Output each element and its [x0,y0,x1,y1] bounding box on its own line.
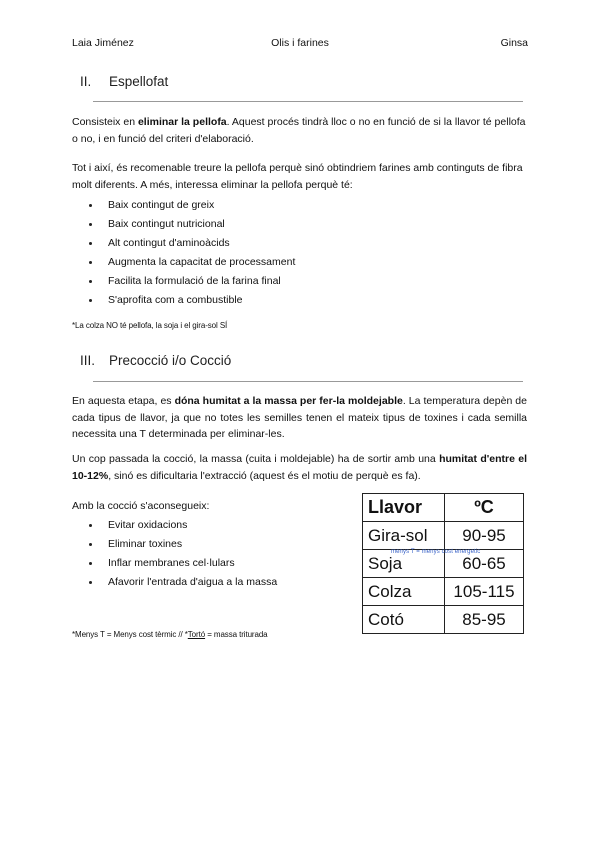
section-3-number: III. [80,353,96,368]
list-item-text: Afavorir l'entrada d'aigua a la massa [108,576,278,588]
underlined-text: Tortó [187,630,206,639]
bullet-icon [89,543,92,546]
text-run: *Menys T = Menys cost tèrmic // * [72,630,188,639]
section-3-heading [80,353,231,368]
page-header [72,37,528,51]
section-2-paragraph-1 [72,114,527,147]
table-cell: 105-115 [445,578,524,606]
text-run: . La temperatura depèn de cada tipus de llavor, ja que no totes les semilles tenen el mateix tipus de toxines i cada semilla necessita una T determinada per eliminar-les. [72,395,527,440]
section-2-paragraph-2: Tot i així, és recomenable treure la pellofa perquè sinó obtindriem farines amb continguts de fibra molt diferents. A més, interessa eliminar la pellofa perquè té: [72,162,523,191]
list-item-text: Augmenta la capacitat de processament [108,256,296,268]
list-item [72,254,295,273]
bold-text: eliminar la pellofa [137,116,227,128]
section-3-bullet-list [72,517,277,593]
bullet-icon [89,223,92,226]
table-row [363,606,524,634]
section-2-note: *La colza NO té pellofa, la soja i el gira-sol SÍ [72,321,228,330]
table-cell: 90-95 [445,522,524,550]
table-row [363,522,524,550]
section-2-number: II. [80,74,92,89]
text-run: , sinó es dificultaria l'extracció (aquest és el motiu de perquè es fa). [108,469,421,482]
bullet-icon [89,581,92,584]
header-author: Laia Jiménez [72,37,134,49]
table-cell: 85-95 [445,606,524,634]
list-item [72,197,295,216]
bullet-icon [89,524,92,527]
list-item [72,273,295,292]
text-run: . Aquest procés tindrà lloc o no en funció de si la llavor té pellofa o no, i en funció del criteri d'elaboració. [72,116,526,145]
table-cell: Soja [363,550,445,578]
column-header-llavor: Llavor [363,494,445,522]
table-header-row [363,494,524,522]
section-3-paragraph-1 [72,393,527,443]
table-cell: Cotó [363,606,445,634]
section-2-heading [80,74,168,89]
text-run: En aquesta etapa, es [72,395,175,407]
list-item-text: Facilita la formulació de la farina final [108,275,281,287]
list-item [72,517,277,536]
list-item-text: Inflar membranes cel·lulars [108,557,235,569]
table-row [363,578,524,606]
column-header-temperature: ºC [445,494,524,522]
bullet-icon [89,242,92,245]
list-item-text: S'aprofita com a combustible [108,294,243,306]
list-item [72,536,277,555]
section-2-bullet-list [72,197,295,311]
list-item [72,555,277,574]
text-run: = massa triturada [205,630,268,639]
bullet-icon [89,562,92,565]
bullet-icon [89,299,92,302]
list-item [72,574,277,593]
list-item-text: Alt contingut d'aminoàcids [108,237,230,249]
text-run: Un cop passada la cocció, la massa (cuita i moldejable) ha de sortir amb una [72,453,440,465]
section-3-note [72,630,268,639]
table-cell: 60-65 [445,550,524,578]
header-title: Olis i farines [271,37,329,49]
bold-text: humitat d'entre el 10-12% [72,453,528,482]
list-item-text: Eliminar toxines [108,538,183,550]
list-item-text: Baix contingut de greix [108,199,215,211]
bullet-icon [89,261,92,264]
section-3-rule [93,381,523,382]
bullet-icon [89,204,92,207]
table-cell: Colza [363,578,445,606]
list-item [72,292,295,311]
list-item-text: Evitar oxidacions [108,519,188,531]
table-cell: Gira-sol [363,522,445,550]
seed-temperature-table [362,493,524,634]
list-item [72,235,295,254]
section-3-title: Precocció i/o Cocció [109,353,232,368]
header-right: Ginsa [500,37,528,49]
section-3-paragraph-2 [72,451,527,484]
list-item-text: Baix contingut nutricional [108,218,225,230]
text-run: Consisteix en [72,116,138,128]
list-item [72,216,295,235]
section-3-paragraph-3: Amb la cocció s'aconsegueix: [72,500,210,512]
bullet-icon [89,280,92,283]
table-overlay-note: menys T = menys cost energetic [391,549,481,555]
bold-text: dóna humitat a la massa per fer-la moldejable [174,395,403,407]
section-2-rule [93,101,523,102]
section-2-title: Espellofat [109,74,169,89]
